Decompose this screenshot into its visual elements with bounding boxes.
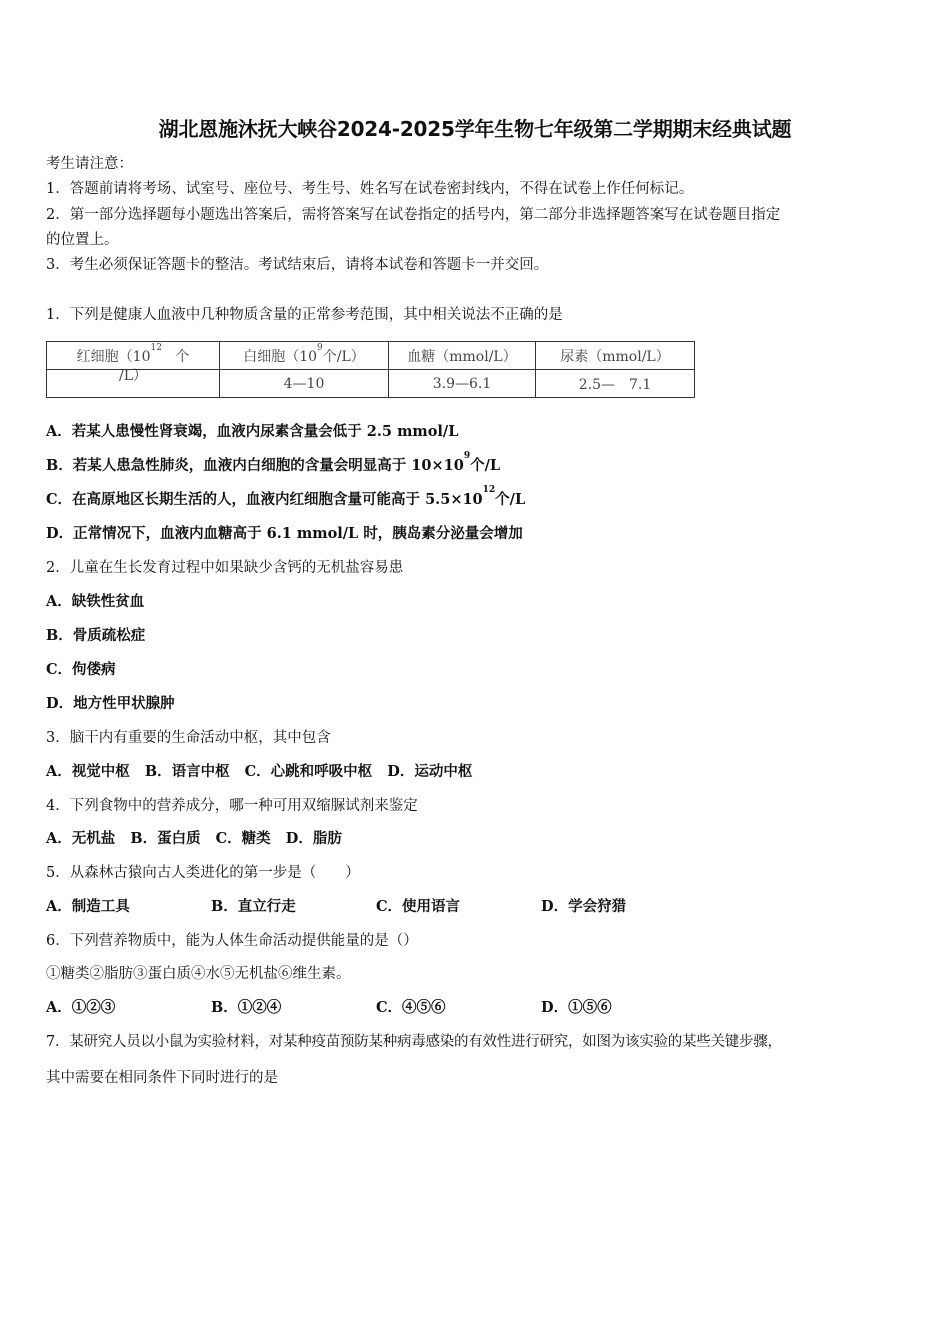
q5-option-c: C．使用语言 [376,898,461,915]
q3-options [46,760,472,781]
q6-options [46,996,612,1017]
q4-stem: 4．下列食物中的营养成分，哪一种可用双缩脲试剂来鉴定 [46,798,418,814]
page-title: 湖北恩施沐抚大峡谷2024-2025学年生物七年级第二学期期末经典试题 [158,117,792,141]
q4-options [46,827,342,848]
q5-stem: 5．从森林古猿向古人类进化的第一步是（ ） [46,865,360,881]
q2-option-b: B．骨质疏松症 [46,627,146,644]
notice-item-2: 2．第一部分选择题每小题选出答案后，需将答案写在试卷指定的括号内，第二部分非选择题答案写在试卷题目指定 [46,207,781,223]
q1-option-b: B．若某人患急性肺炎，血液内白细胞的含量会明显高于 $10\times 10^9$个/L [46,451,501,474]
q7-stem: 7．某研究人员以小鼠为实验材料，对某种疫苗预防某种病毒感染的有效性进行研究，如图为该实验的某些关键步骤， [46,1034,782,1050]
q5-options [46,895,626,916]
q3-option-b: B．语言中枢 [144,763,230,780]
notice-item-1: 1．答题前请将考场、试室号、座位号、考生号、姓名写在试卷密封线内，不得在试卷上作任何标记。 [46,181,694,197]
q6-stem: 6．下列营养物质中，能为人体生命活动提供能量的是（） [46,933,418,949]
q6-option-d: D．①⑤⑥ [541,999,612,1016]
q5-option-b: B．直立行走 [211,898,296,915]
q1-option-d: D．正常情况下，血液内血糖高于 6.1 mmol/L 时，胰岛素分泌量会增加 [46,525,523,542]
q3-stem: 3．脑干内有重要的生命活动中枢，其中包含 [46,730,331,746]
q2-option-d: D．地方性甲状腺肿 [46,695,175,712]
q1-stem: 1．下列是健康人血液中几种物质含量的正常参考范围，其中相关说法不正确的是 [46,307,563,323]
notice-item-3: 3．考生必须保证答题卡的整洁。考试结束后，请将本试卷和答题卡一并交回。 [46,257,549,273]
q3-option-d: D．运动中枢 [387,763,473,780]
q2-stem: 2．儿童在生长发育过程中如果缺少含钙的无机盐容易患 [46,560,404,576]
q1-option-a: A．若某人患慢性肾衰竭，血液内尿素含量会低于 2.5 mmol/L [46,423,459,440]
q3-option-c: C．心跳和呼吸中枢 [244,763,373,780]
q7-stem-cont: 其中需要在相同条件下同时进行的是 [46,1070,278,1086]
table-header-rbc: 红细胞（$10^{12}$ 个 [47,342,220,370]
q6-option-b: B．①②④ [211,999,282,1016]
blood-reference-table [46,341,695,398]
q4-option-d: D．脂肪 [285,830,342,847]
q1-option-c: C．在高原地区长期生活的人，血液内红细胞含量可能高于 $5.5\times 10^{12}$个/L [46,485,526,508]
table-cell-urea-range: 2.5— 7.1 [536,370,695,398]
q5-option-d: D．学会狩猎 [541,898,627,915]
q6-option-a: A．①②③ [46,999,116,1016]
q2-option-c: C．佝偻病 [46,661,116,678]
table-header-glucose: 血糖（mmol/L） [389,342,536,370]
q2-option-a: A．缺铁性贫血 [46,593,145,610]
table-cell-glucose-range: 3.9—6.1 [389,370,536,398]
q4-option-a: A．无机盐 [46,830,116,847]
q4-option-c: C．糖类 [215,830,271,847]
q5-option-a: A．制造工具 [46,898,130,915]
q4-option-b: B．蛋白质 [130,830,201,847]
table-header-rbc-unit: /L） [47,370,220,398]
q6-option-c: C．④⑤⑥ [376,999,446,1016]
q3-option-a: A．视觉中枢 [46,763,130,780]
table-cell-wbc-range: 4—10 [220,370,389,398]
table-header-wbc: 白细胞（$10^9$个/L） [220,342,389,370]
notice-heading: 考生请注意： [46,156,133,172]
q6-list: ①糖类②脂肪③蛋白质④水⑤无机盐⑥维生素。 [46,966,351,982]
notice-item-2-cont: 的位置上。 [46,232,119,248]
table-header-urea: 尿素（mmol/L） [536,342,695,370]
